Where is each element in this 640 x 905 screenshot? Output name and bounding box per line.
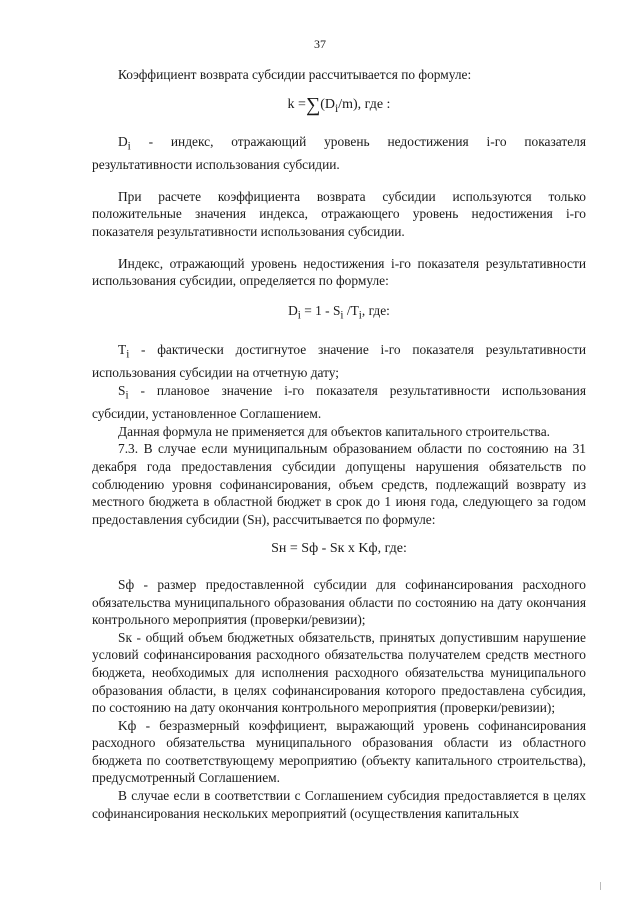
definition-kf: Kф - безразмерный коэффициент, выражающий уровень софинансирования расходного обязательства муниципального образования области из областного бюджета по соответствующему мероприятию (объекту капитального строительства), предусмотренный Соглашением. xyxy=(92,717,586,786)
scan-mark xyxy=(600,882,601,890)
page-content xyxy=(92,66,586,822)
index-paragraph: Индекс, отражающий уровень недостижения i-го показателя результативности использования субсидии, определяется по формуле: xyxy=(92,255,586,289)
page-number: 37 xyxy=(314,37,326,51)
definition-d xyxy=(92,133,586,174)
formula-d xyxy=(92,302,586,325)
definition-s-symbol: S xyxy=(118,382,126,398)
intro-paragraph: Коэффициент возврата субсидии рассчитывается по формуле: xyxy=(118,67,472,82)
definition-t xyxy=(92,341,586,382)
formula-d-c: /T xyxy=(343,302,359,318)
formula-k-tail: /m), где : xyxy=(338,96,391,112)
definition-t-text: - фактически достигнутое значение i-го показателя результативности использования субсидии на отчетную дату; xyxy=(92,342,586,381)
formula-k-sub: i xyxy=(334,101,339,115)
definition-s xyxy=(92,382,586,423)
positive-values-paragraph: При расчете коэффициента возврата субсидии используются только положительные значения индекса, отражающего уровень недостижения i-го показателя результативности использования субсидии. xyxy=(92,188,586,240)
definition-t-symbol: T xyxy=(118,342,127,358)
formula-sn: Sн = Sф - Sк x Kф, где: xyxy=(271,541,407,557)
definition-d-text: - индекс, отражающий уровень недостижения i-го показателя результативности использования субсидии. xyxy=(92,133,586,173)
section-7-3-paragraph: 7.3. В случае если муниципальным образованием области по состоянию на 31 декабря года предоставления субсидии допущены нарушения обязательств по соблюдению уровня софинансирования, объем средств, подлежащий возврату из местного бюджета в областной бюджет в срок до 1 июня года, следующего за годом предоставления субсидии (Sн), рассчитывается по формуле: xyxy=(92,441,586,527)
formula-d-c-sub: i xyxy=(358,309,362,322)
definition-d-sub: i xyxy=(127,140,131,153)
formula-d-d: , где: xyxy=(361,302,390,318)
formula-d-a: D xyxy=(288,302,298,318)
formula-k xyxy=(92,93,586,117)
last-paragraph: В случае если в соответствии с Соглашением субсидия предоставляется в целях софинансирования нескольких мероприятий (осуществления капитальных xyxy=(92,788,586,821)
formula-d-b: = 1 - S xyxy=(300,302,341,318)
definition-sk: Sк - общий объем бюджетных обязательств, принятых допустившим нарушение условий софинансирования расходного обязательства получателем средств местного бюджета, необходимых для исполнения расходного обязательства муниципального образования области, в целях софинансирования которого предоставлена субсидия, по состоянию на дату окончания контрольного мероприятия (проверки/ревизии); xyxy=(92,629,586,716)
definition-t-sub: i xyxy=(126,348,130,361)
definition-s-sub: i xyxy=(125,389,129,402)
definition-d-symbol: D xyxy=(118,133,128,149)
formula-d-b-sub: i xyxy=(340,309,344,322)
not-applied-paragraph: Данная формула не применяется для объектов капитального строительства. xyxy=(118,423,550,439)
sigma-symbol: ∑ xyxy=(305,93,321,116)
formula-k-lhs: k = xyxy=(287,96,306,112)
definition-s-text: - плановое значение i-го показателя результативности использования субсидии, установленное Соглашением. xyxy=(92,382,586,422)
definition-sf: Sф - размер предоставленной субсидии для софинансирования расходного обязательства муниципального образования области по состоянию на дату окончания контрольного мероприятия (проверки/ревизии); xyxy=(92,576,586,628)
formula-d-a-sub: i xyxy=(297,309,301,322)
formula-k-body: (D xyxy=(320,96,335,112)
